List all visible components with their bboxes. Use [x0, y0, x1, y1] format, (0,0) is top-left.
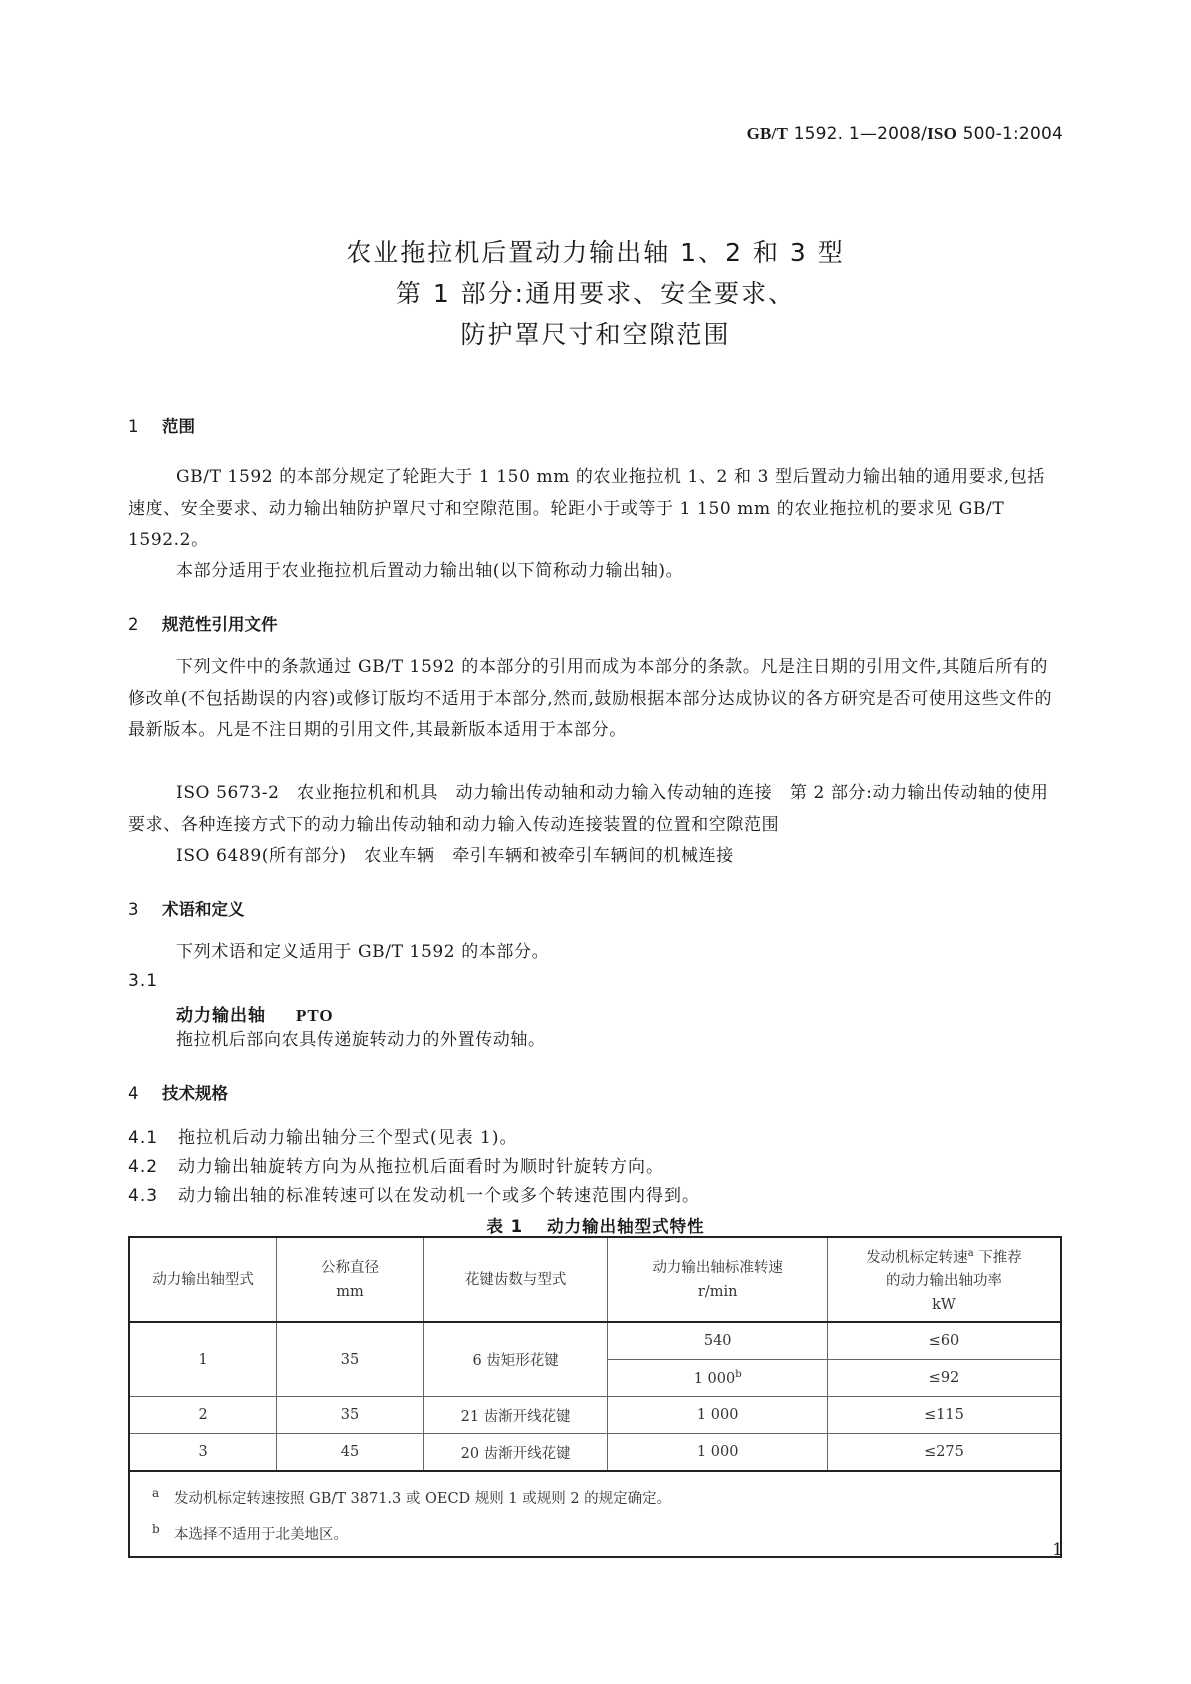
cell-power: ≤115 — [827, 1397, 1061, 1434]
section-2-paragraph: 下列文件中的条款通过 GB/T 1592 的本部分的引用而成为本部分的条款。凡是注日期的引用文件,其随后所有的修改单(不包括勘误的内容)或修订版均不适用于本部分,然而,鼓励根据本部分达成协议的各方研究是否可使用这些文件的最新版本。凡是不注日期的引用文件,其最新版本适用于本部分。 — [128, 657, 1053, 740]
header-unit: mm — [336, 1283, 364, 1300]
cell-spline: 6 齿矩形花键 — [423, 1322, 608, 1397]
title-line-1: 农业拖拉机后置动力输出轴 1、2 和 3 型 — [346, 238, 845, 267]
table-1-caption — [0, 1213, 1191, 1237]
normative-reference-iso-5673-2: ISO 5673-2 农业拖拉机和机具 动力输出传动轴和动力输入传动轴的连接 第 2 部分:动力输出传动轴的使用要求、各种连接方式下的动力输出传动轴和动力输入传动连接装置的位置和空隙范围 — [128, 783, 1049, 835]
cell-spline: 21 齿渐开线花键 — [423, 1397, 608, 1434]
table-number: 表 1 — [486, 1217, 524, 1236]
cell-type: 1 — [129, 1322, 277, 1397]
header-text: 动力输出轴标准转速 — [652, 1259, 783, 1276]
section-number: 1 — [128, 417, 139, 436]
section-1-paragraph-1: GB/T 1592 的本部分规定了轮距大于 1 150 mm 的农业拖拉机 1、2 和 3 型后置动力输出轴的通用要求,包括速度、安全要求、动力输出轴防护罩尺寸和空隙范围。轮距小于或等于 1 150 mm 的农业拖拉机的要求见 GB/T 1592.2。 — [128, 467, 1045, 550]
pto-type-characteristics-table — [128, 1236, 1062, 1558]
header-text: 公称直径 — [321, 1259, 379, 1276]
header-text: 的动力输出轴功率 — [885, 1273, 1002, 1290]
document-title — [0, 232, 1191, 355]
section-1-heading — [128, 413, 195, 437]
table-row — [129, 1434, 1061, 1472]
clause-4-3 — [128, 1181, 700, 1206]
speed-value: 1 000 — [693, 1370, 736, 1387]
footnote-text: 本选择不适用于北美地区。 — [174, 1526, 348, 1543]
cell-diameter: 35 — [277, 1322, 424, 1397]
clause-4-1 — [128, 1123, 517, 1148]
term-definition: 拖拉机后部向农具传递旋转动力的外置传动轴。 — [176, 1030, 546, 1050]
footnote-text: 发动机标定转速按照 GB/T 3871.3 或 OECD 规则 1 或规则 2 的规定确定。 — [174, 1490, 672, 1507]
footnote-ref-b: b — [735, 1369, 742, 1381]
table-row — [129, 1322, 1061, 1360]
section-3-paragraph: 下列术语和定义适用于 GB/T 1592 的本部分。 — [176, 942, 550, 962]
header-standard-speed — [608, 1237, 828, 1322]
normative-reference-iso-6489: ISO 6489(所有部分) 农业车辆 牵引车辆和被牵引车辆间的机械连接 — [176, 846, 734, 866]
header-end: 500-1:2004 — [957, 124, 1063, 144]
cell-spline: 20 齿渐开线花键 — [423, 1434, 608, 1472]
cell-speed: 540 — [608, 1322, 828, 1360]
cell-power: ≤275 — [827, 1434, 1061, 1472]
clause-number: 4.1 — [128, 1128, 159, 1148]
section-title: 技术规格 — [162, 1084, 228, 1103]
header-unit: kW — [932, 1297, 956, 1314]
cell-power: ≤60 — [827, 1322, 1061, 1360]
section-4-heading — [128, 1080, 228, 1104]
term-english: PTO — [296, 1006, 334, 1025]
section-1-paragraph-2: 本部分适用于农业拖拉机后置动力输出轴(以下简称动力输出轴)。 — [176, 561, 684, 581]
footnotes-cell — [129, 1471, 1061, 1557]
header-iso: ISO — [927, 124, 957, 143]
page-number: 1 — [1052, 1540, 1063, 1560]
header-text: 下推荐 — [973, 1249, 1022, 1266]
header-text: 发动机标定转速 — [866, 1249, 968, 1266]
term-name — [176, 1001, 334, 1026]
header-recommended-power — [827, 1237, 1061, 1322]
footnote-mark: b — [152, 1521, 160, 1536]
section-number: 2 — [128, 615, 139, 634]
section-number: 3 — [128, 900, 139, 919]
term-chinese: 动力输出轴 — [176, 1006, 266, 1026]
section-number: 4 — [128, 1084, 139, 1103]
clause-4-2 — [128, 1152, 664, 1177]
table-header-row — [129, 1237, 1061, 1322]
footnote-a — [152, 1478, 1060, 1514]
cell-power: ≤92 — [827, 1360, 1061, 1397]
footnote-b — [152, 1514, 1060, 1550]
clause-number: 4.3 — [128, 1186, 159, 1206]
section-title: 范围 — [162, 417, 195, 436]
standard-code-header — [747, 124, 1063, 144]
title-line-2: 第 1 部分:通用要求、安全要求、 — [395, 279, 796, 308]
cell-type: 3 — [129, 1434, 277, 1472]
term-number-label: 3.1 — [128, 971, 159, 991]
header-unit: r/min — [697, 1283, 738, 1300]
header-text: 花键齿数与型式 — [464, 1271, 567, 1288]
header-gbt: GB/T — [746, 124, 788, 143]
table-title: 动力输出轴型式特性 — [547, 1217, 705, 1236]
cell-speed: 1 000 — [608, 1397, 828, 1434]
table-row — [129, 1397, 1061, 1434]
section-title: 规范性引用文件 — [162, 615, 278, 634]
section-title: 术语和定义 — [162, 900, 245, 919]
header-nominal-diameter — [277, 1237, 424, 1322]
header-mid: 1592. 1—2008/ — [788, 124, 928, 144]
clause-number: 4.2 — [128, 1157, 159, 1177]
cell-speed — [608, 1360, 828, 1397]
header-text: 动力输出轴型式 — [152, 1271, 254, 1288]
cell-speed: 1 000 — [608, 1434, 828, 1472]
cell-diameter: 45 — [277, 1434, 424, 1472]
header-pto-type — [129, 1237, 277, 1322]
section-3-heading — [128, 896, 245, 920]
clause-text: 拖拉机后动力输出轴分三个型式(见表 1)。 — [178, 1128, 518, 1148]
section-2-heading — [128, 611, 278, 635]
clause-text: 动力输出轴旋转方向为从拖拉机后面看时为顺时针旋转方向。 — [178, 1157, 664, 1177]
term-number — [128, 971, 178, 991]
footnote-mark: a — [152, 1486, 160, 1500]
footnote-ref-a: a — [967, 1247, 974, 1259]
cell-type: 2 — [129, 1397, 277, 1434]
cell-diameter: 35 — [277, 1397, 424, 1434]
header-spline — [423, 1237, 608, 1322]
title-line-3: 防护罩尺寸和空隙范围 — [460, 320, 731, 349]
clause-text: 动力输出轴的标准转速可以在发动机一个或多个转速范围内得到。 — [178, 1186, 700, 1206]
table-footnotes — [129, 1471, 1061, 1557]
